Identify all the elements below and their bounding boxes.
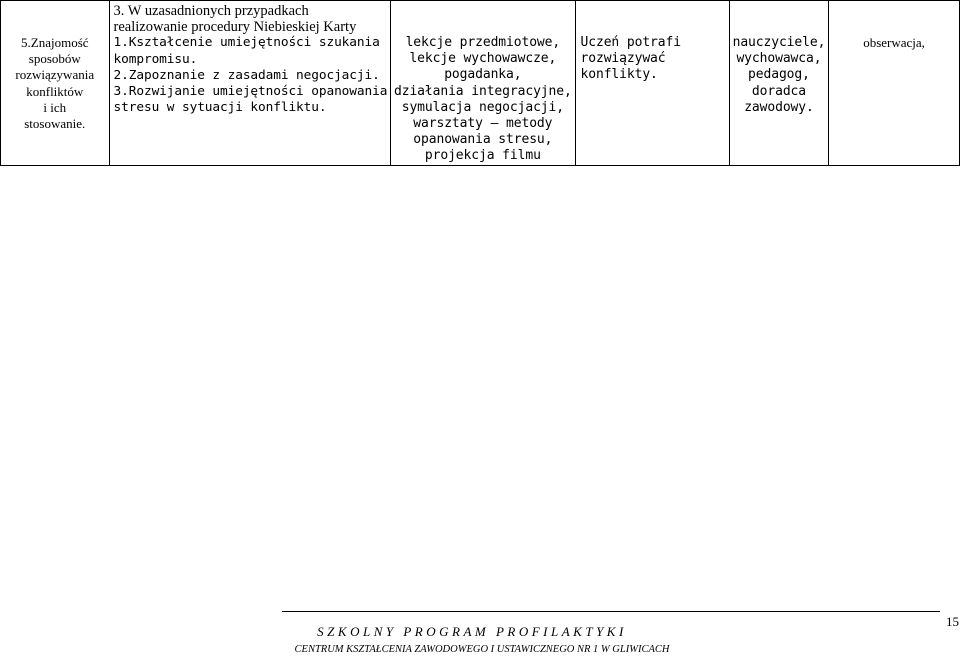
tasks-line: stresu w sytuacji konfliktu. — [113, 100, 327, 116]
methods-line: projekcja filmu — [424, 148, 541, 164]
tasks-line: 2.Zapoznanie z zasadami negocjacji. — [113, 67, 380, 83]
methods-line: opanowania stresu, — [413, 132, 553, 148]
methods-cell — [391, 1, 575, 166]
evaluation-cell — [829, 1, 960, 166]
methods-line: lekcje przedmiotowe, — [405, 35, 561, 50]
footer-program-title: SZKOLNY PROGRAM PROFILAKTYKI — [317, 624, 627, 639]
tasks-intro-line: realizowanie procedury Niebieskiej Karty — [113, 19, 357, 36]
methods-line: lekcje wychowawcze, — [409, 51, 557, 67]
tasks-line: 3.Rozwijanie umiejętności opanowania — [113, 84, 388, 100]
area-line: sposobów — [28, 51, 81, 67]
effects-line: Uczeń potrafi — [580, 35, 681, 50]
responsible-line: pedagog, — [748, 67, 810, 83]
area-line: konfliktów — [26, 83, 84, 99]
area-line: 5.Znajomość — [21, 35, 89, 50]
responsible-cell — [729, 1, 828, 166]
methods-line: działania integracyjne, — [393, 83, 572, 99]
responsible-line: wychowawca, — [736, 51, 822, 67]
tasks-cell — [109, 1, 391, 166]
responsible-line: nauczyciele, — [732, 35, 826, 50]
program-table — [0, 0, 960, 166]
area-line: i ich — [43, 99, 67, 115]
footer-school-name: CENTRUM KSZTAŁCENIA ZAWODOWEGO I USTAWICZNEGO NR 1 W GLIWICACH — [294, 644, 670, 655]
area-line: stosowanie. — [24, 116, 86, 132]
effects-line: konflikty. — [580, 67, 658, 83]
responsible-line: doradca — [751, 83, 806, 99]
methods-line: symulacja negocjacji, — [401, 99, 564, 115]
area-cell — [1, 1, 110, 166]
tasks-intro-line: 3. W uzasadnionych przypadkach — [113, 3, 309, 19]
evaluation-line: obserwacja, — [863, 35, 925, 50]
effects-line: rozwiązywać — [580, 51, 666, 67]
area-line: rozwiązywania — [15, 67, 95, 83]
responsible-line: zawodowy. — [744, 99, 814, 115]
methods-line: pogadanka, — [444, 67, 522, 83]
methods-line: warsztaty – metody — [413, 116, 553, 132]
tasks-line: 1.Kształcenie umiejętności szukania — [113, 35, 380, 51]
page-number: 15 — [946, 614, 959, 629]
tasks-line: kompromisu. — [113, 51, 198, 67]
footer-divider — [282, 611, 940, 612]
effects-cell — [575, 1, 729, 166]
table-row — [1, 1, 960, 166]
